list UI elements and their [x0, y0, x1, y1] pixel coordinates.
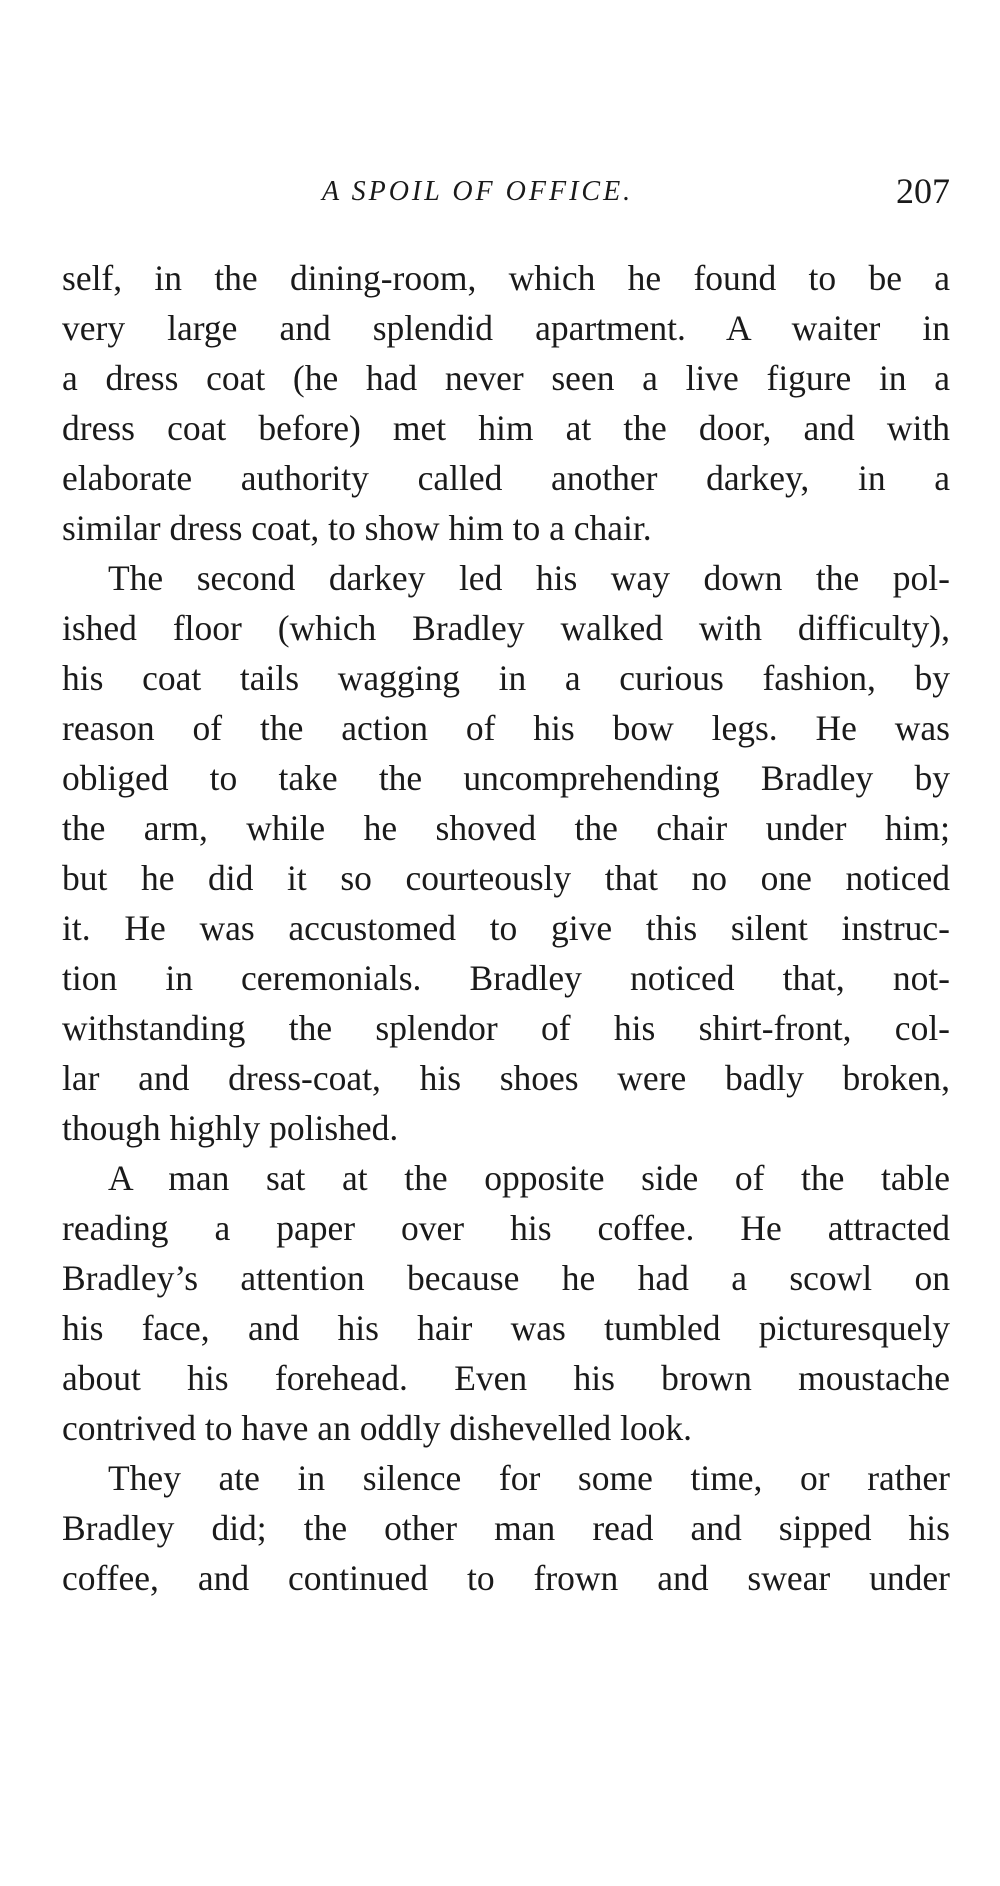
text-line: a dress coat (he had never seen a live figure in a: [62, 358, 950, 398]
text-line: A man sat at the opposite side of the table: [108, 1158, 950, 1198]
text-line: tion in ceremonials. Bradley noticed that, not-: [62, 958, 950, 998]
text-line: They ate in silence for some time, or rather: [108, 1458, 950, 1498]
text-line: contrived to have an oddly dishevelled look.: [62, 1408, 692, 1448]
text-line: dress coat before) met him at the door, and with: [62, 408, 950, 448]
text-line: very large and splendid apartment. A waiter in: [62, 308, 950, 348]
body-text: [62, 253, 950, 1603]
text-line: the arm, while he shoved the chair under him;: [62, 808, 950, 848]
text-line: elaborate authority called another darkey, in a: [62, 458, 950, 498]
text-line: obliged to take the uncomprehending Bradley by: [62, 758, 950, 798]
text-line: his face, and his hair was tumbled picturesquely: [62, 1308, 950, 1348]
running-title: A SPOIL OF OFFICE.: [322, 176, 634, 207]
text-line: it. He was accustomed to give this silent instruc-: [62, 908, 950, 948]
paragraph: [62, 253, 950, 553]
paragraph: [62, 1453, 950, 1603]
text-line: Bradley’s attention because he had a scowl on: [62, 1258, 950, 1298]
paragraph: [62, 1153, 950, 1453]
text-line: though highly polished.: [62, 1108, 399, 1148]
text-line: self, in the dining-room, which he found to be a: [62, 258, 950, 298]
text-line: but he did it so courteously that no one noticed: [62, 858, 950, 898]
text-line: lar and dress-coat, his shoes were badly broken,: [62, 1058, 950, 1098]
text-line: similar dress coat, to show him to a chair.: [62, 508, 652, 548]
text-line: his coat tails wagging in a curious fashion, by: [62, 658, 950, 698]
text-line: Bradley did; the other man read and sipped his: [62, 1508, 950, 1548]
text-line: coffee, and continued to frown and swear under: [62, 1558, 950, 1598]
text-line: withstanding the splendor of his shirt-front, col-: [62, 1008, 950, 1048]
text-line: reason of the action of his bow legs. He was: [62, 708, 950, 748]
page-number: 207: [896, 171, 950, 211]
text-line: reading a paper over his coffee. He attracted: [62, 1208, 950, 1248]
paragraph: [62, 553, 950, 1153]
text-line: about his forehead. Even his brown moustache: [62, 1358, 950, 1398]
text-line: ished floor (which Bradley walked with difficulty),: [62, 608, 950, 648]
text-line: The second darkey led his way down the pol-: [108, 558, 950, 598]
running-header: [62, 170, 950, 220]
